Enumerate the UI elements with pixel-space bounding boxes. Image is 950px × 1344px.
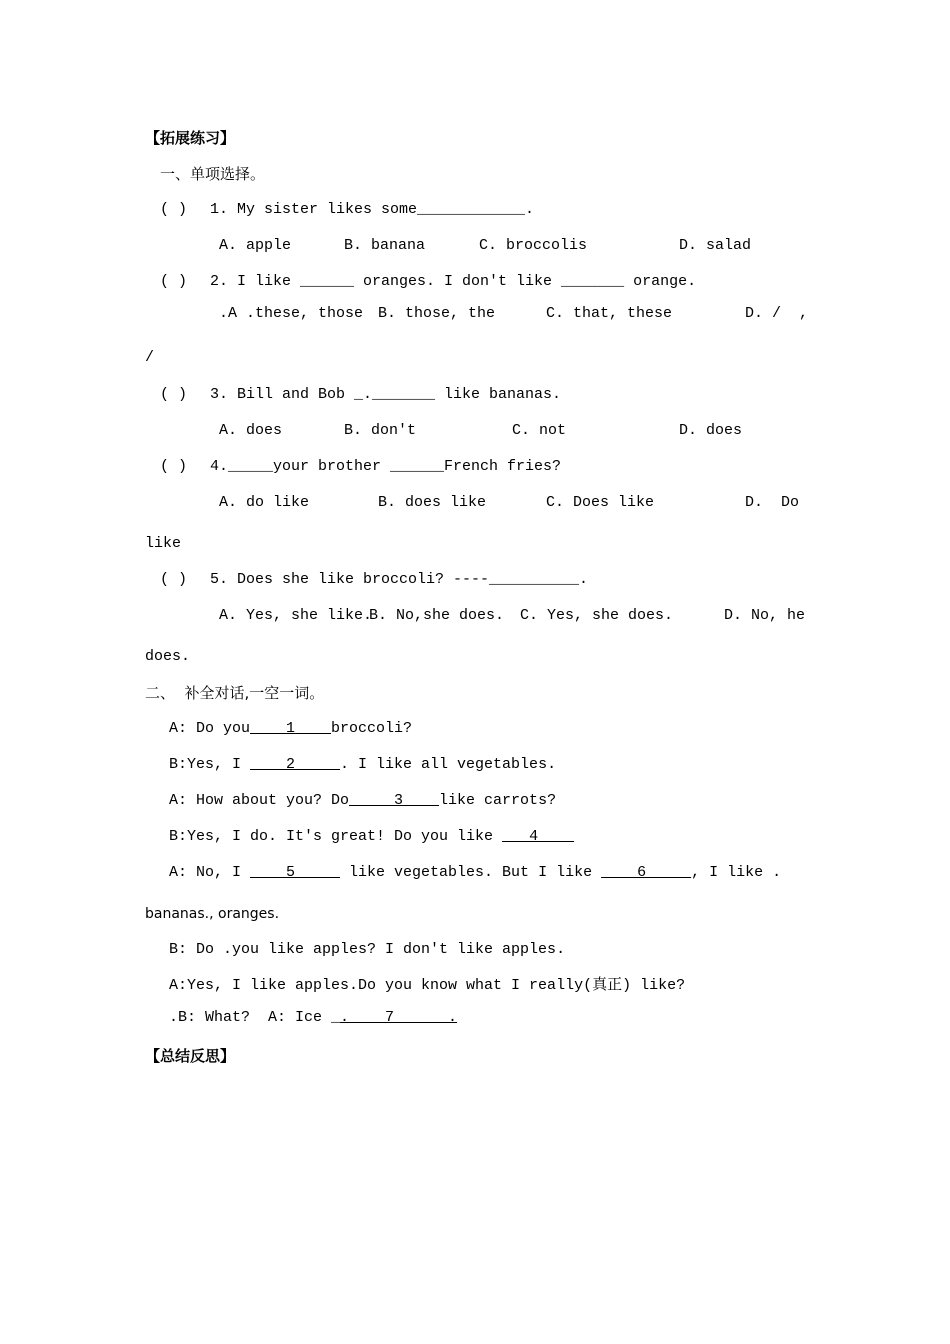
q1-paren: ( ) [160,201,188,218]
q2-option-d-wrap: / [145,349,155,366]
q1-option-c: C. broccolis [479,237,588,254]
q3-option-b: B. don't [344,422,417,439]
q3-option-c: C. not [512,422,567,439]
dialogue-line-5: A: No, I 5 like vegetables. But I like 6 , I like . [169,864,782,881]
blank-6[interactable]: 6 [601,864,692,881]
q5-option-c: C. Yes, she does. [520,607,674,624]
q4-option-d: D. Do [745,494,800,511]
q3-stem: 3. Bill and Bob _._______ like bananas. [210,386,562,403]
summary-title: 【总结反思】 [145,1047,236,1065]
q5-stem: 5. Does she like broccoli? ----__________. [210,571,589,588]
blank-4[interactable]: 4 [502,828,575,845]
blank-1[interactable]: 1 [250,720,332,737]
dialogue-line-1: A: Do you 1 broccoli? [169,720,413,737]
dialogue-line-7: A:Yes, I like apples.Do you know what I really(真正) like? [169,977,686,994]
q2-option-d: D. / , [745,305,809,322]
q4-option-c: C. Does like [546,494,655,511]
extension-title: 【拓展练习】 [145,129,236,147]
part1-title: 一、单项选择。 [160,165,266,183]
q4-option-a: A. do like [219,494,310,511]
blank-2[interactable]: 2 [250,756,341,773]
q1-stem: 1. My sister likes some____________. [210,201,535,218]
q4-paren: ( ) [160,458,188,475]
q5-paren: ( ) [160,571,188,588]
q3-paren: ( ) [160,386,188,403]
q2-option-b: B. those, the [378,305,496,322]
q2-paren: ( ) [160,273,188,290]
q5-option-b: B. No,she does. [369,607,505,624]
q4-option-b: B. does like [378,494,487,511]
q1-option-a: A. apple [219,237,292,254]
q3-option-d: D. does [679,422,743,439]
blank-7[interactable]: . 7 . [340,1009,458,1026]
q2-stem: 2. I like ______ oranges. I don't like _______ orange. [210,273,697,290]
dialogue-line-2: B:Yes, I 2 . I like all vegetables. [169,756,557,773]
dialogue-line-4: B:Yes, I do. It's great! Do you like 4 [169,828,575,845]
q3-option-a: A. does [219,422,283,439]
q1-option-b: B. banana [344,237,426,254]
q2-option-c: C. that, these [546,305,673,322]
blank-3[interactable]: 3 [349,792,440,809]
q5-option-a: A. Yes, she like. [219,607,373,624]
q5-option-d: D. No, he [724,607,806,624]
q1-option-d: D. salad [679,237,752,254]
blank-5[interactable]: 5 [250,864,341,881]
dialogue-line-5-wrap: bananas., oranges. [145,906,280,922]
dialogue-line-6: B: Do .you like apples? I don't like apples. [169,941,566,958]
part2-title: 二、 补全对话,一空一词。 [145,684,325,702]
q4-stem: 4._____your brother ______French fries? [210,458,562,475]
dialogue-line-3: A: How about you? Do 3 like carrots? [169,792,557,809]
q5-option-d-wrap: does. [145,648,191,665]
dialogue-line-8: .B: What? A: Ice _. 7 . [169,1009,458,1026]
q2-option-a: .A .these, those [219,305,364,322]
q4-option-d-wrap: like [145,535,182,552]
